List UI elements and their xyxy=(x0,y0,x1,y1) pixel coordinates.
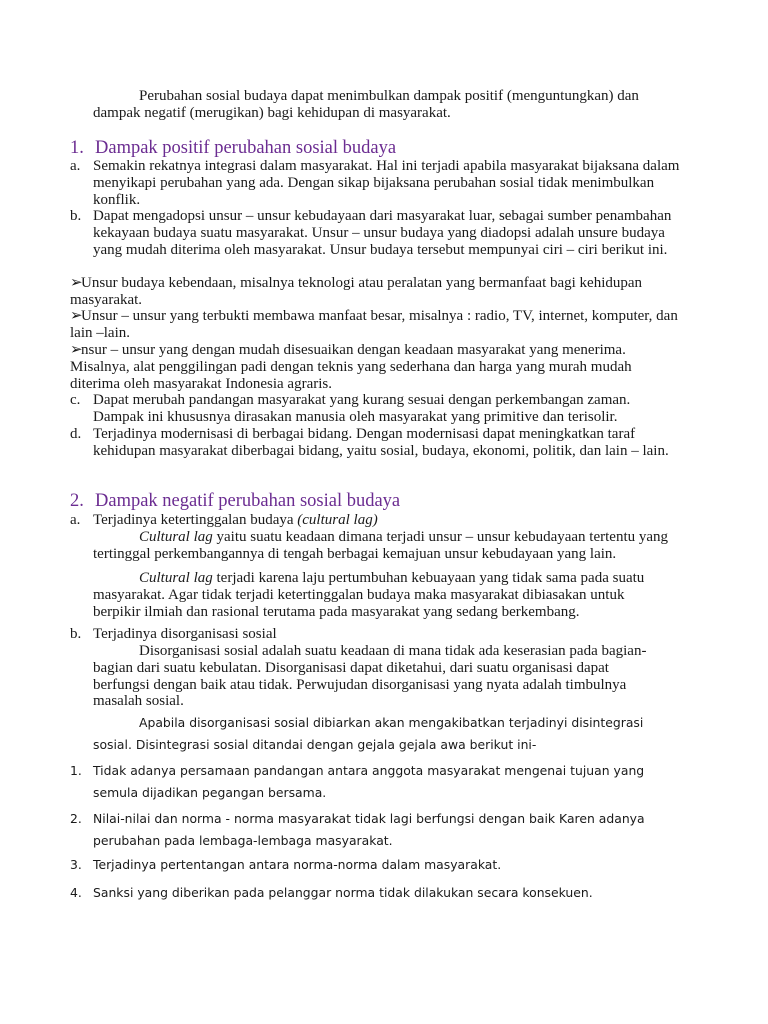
disorganisasi-paragraph xyxy=(93,643,668,710)
item-number: 4. xyxy=(70,885,82,900)
numbered-item-1 xyxy=(70,760,680,804)
item-label: c. xyxy=(70,392,81,408)
bullet-text: Unsur – unsur yang terbukti membawa manfaat besar, misalnya : radio, TV, internet, komputer, dan lain –lain. xyxy=(70,308,678,341)
item-label: b. xyxy=(70,208,82,224)
paragraph-text: terjadi karena laju pertumbuhan kebuayaan yang tidak sama pada suatu masyarakat. Agar tidak terjadi ketertinggalan budaya maka masyarakat dibiasakan untuk berpikir ilmiah dan rasional terutama pada masyarakat yang sedang berkembang. xyxy=(93,570,645,620)
bullet-item xyxy=(70,342,680,392)
item-label: d. xyxy=(70,426,82,442)
item-text: Dapat mengadopsi unsur – unsur kebudayaan dari masyarakat luar, sebagai sumber penambahan kekayaan budaya suatu masyarakat. Unsur – unsur budaya yang diadopsi adalah unsure budaya yang mudah diterima oleh masyarakat. Unsur budaya tersebut mempunyai ciri – ciri berikut ini. xyxy=(93,208,672,258)
paragraph-text: Disorganisasi sosial adalah suatu keadaan di mana tidak ada keserasian pada bagian-bagian dari suatu kebulatan. Disorganisasi dapat diketahui, dari suatu organisasi dapat berfungsi dengan baik atau tidak. Perwujudan disorganisasi yang nyata adalah timbulnya masalah sosial. xyxy=(93,643,647,710)
item-text: Terjadinya modernisasi di berbagai bidang. Dengan modernisasi dapat meningkatkan taraf kehidupan masyarakat diberbagai bidang, yaitu sosial, budaya, ekonomi, politik, dan lain – lain. xyxy=(93,426,669,459)
bullet-item xyxy=(70,275,680,309)
item-number: 3. xyxy=(70,857,82,872)
paragraph-text: Apabila disorganisasi sosial dibiarkan akan mengakibatkan terjadinyi disintegrasi sosial. Disintegrasi sosial ditandai dengan gejala gejala awa berikut ini- xyxy=(93,715,644,752)
item-number: 2. xyxy=(70,811,82,826)
item-text: Nilai-nilai dan norma - norma masyarakat tidak lagi berfungsi dengan baik Karen adanya perubahan pada lembaga-lembaga masyarakat. xyxy=(93,811,645,848)
section1-item-b xyxy=(70,208,680,258)
section2-number: 2. xyxy=(70,491,84,511)
section2-heading xyxy=(70,491,400,512)
bullet-text: Unsur budaya kebendaan, misalnya teknologi atau peralatan yang bermanfaat bagi kehidupan masyarakat. xyxy=(70,275,643,308)
intro-paragraph xyxy=(93,88,668,122)
item-label: a. xyxy=(70,158,81,174)
section1-number: 1. xyxy=(70,138,84,158)
section1-item-a xyxy=(70,158,680,208)
item-text: Tidak adanya persamaan pandangan antara anggota masyarakat mengenai tujuan yang semula dijadikan pegangan bersama. xyxy=(93,763,645,800)
term-italic: Cultural lag xyxy=(139,570,213,586)
numbered-item-4 xyxy=(70,882,680,904)
item-text: Terjadinya ketertinggalan budaya xyxy=(93,512,294,528)
numbered-item-3 xyxy=(70,854,680,876)
term-italic: Cultural lag xyxy=(139,529,213,545)
section1-item-c xyxy=(70,392,680,426)
section2-title: Dampak negatif perubahan sosial budaya xyxy=(95,491,401,511)
cultural-lag-paragraph-2 xyxy=(93,570,673,620)
section1-item-d xyxy=(70,426,680,460)
arrow-bullet-icon: ➢ xyxy=(70,275,83,291)
arrow-bullet-icon: ➢ xyxy=(70,342,83,358)
item-text: Semakin rekatnya integrasi dalam masyarakat. Hal ini terjadi apabila masyarakat bijaksana dalam menyikapi perubahan yang ada. Dengan sikap bijaksana perubahan sosial tidak menimbulkan konflik. xyxy=(93,158,680,208)
item-text: Sanksi yang diberikan pada pelanggar norma tidak dilakukan secara konsekuen. xyxy=(93,885,593,900)
section2-item-b xyxy=(70,626,680,643)
item-label: a. xyxy=(70,512,81,528)
item-text: Dapat merubah pandangan masyarakat yang kurang sesuai dengan perkembangan zaman. Dampak ini khususnya dirasakan manusia oleh masyarakat yang primitive dan terisolir. xyxy=(93,392,631,425)
bullet-item xyxy=(70,308,680,342)
section1-title: Dampak positif perubahan sosial budaya xyxy=(95,138,397,158)
intro-text: Perubahan sosial budaya dapat menimbulkan dampak positif (menguntungkan) dan dampak negatif (merugikan) bagi kehidupan di masyarakat. xyxy=(93,88,639,121)
paragraph-text: yaitu suatu keadaan dimana terjadi unsur – unsur kebudayaan tertentu yang tertinggal perkembangannya di tengah berbagai kemajuan unsur kebudayaan yang lain. xyxy=(93,529,669,562)
bullet-text: nsur – unsur yang dengan mudah disesuaikan dengan keadaan masyarakat yang menerima. Misalnya, alat penggilingan padi dengan teknis yang sederhana dan harga yang murah mudah diterima oleh masyarakat Indonesia agraris. xyxy=(70,342,632,392)
item-number: 1. xyxy=(70,763,82,778)
section1-heading xyxy=(70,138,396,159)
arrow-bullet-icon: ➢ xyxy=(70,308,83,324)
item-text: Terjadinya disorganisasi sosial xyxy=(93,626,277,642)
cultural-lag-paragraph-1 xyxy=(93,529,673,563)
section2-item-a xyxy=(70,512,680,529)
numbered-item-2 xyxy=(70,808,680,852)
item-text-italic: (cultural lag) xyxy=(297,512,378,528)
item-text: Terjadinya pertentangan antara norma-norma dalam masyarakat. xyxy=(93,857,502,872)
disintegrasi-paragraph xyxy=(93,712,673,756)
item-label: b. xyxy=(70,626,82,642)
